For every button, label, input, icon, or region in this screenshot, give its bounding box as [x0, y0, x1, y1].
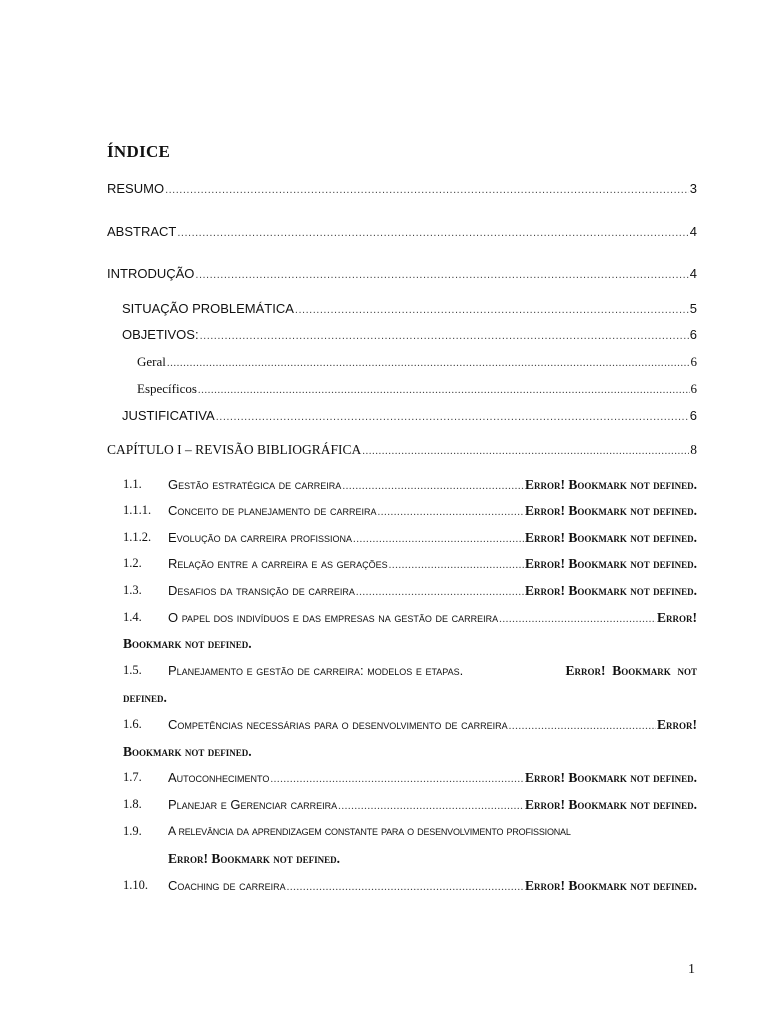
toc-entry-page: 8 [690, 442, 697, 457]
bookmark-error-text: Error! Bookmark not defined. [524, 583, 697, 598]
toc-section-1-6[interactable] [168, 717, 697, 733]
toc-section-1-7[interactable] [168, 770, 697, 786]
toc-entry-label: CAPÍTULO I – REVISÃO BIBLIOGRÁFICA [107, 442, 362, 457]
bookmark-error-continuation: Bookmark not defined. [123, 636, 252, 651]
toc-section-1-1-1[interactable] [168, 503, 697, 519]
bookmark-error-text: Error! Bookmark not defined. [524, 797, 697, 812]
bookmark-error-text: Error! Bookmark not defined. [524, 477, 697, 492]
bookmark-error-text: Error! [657, 717, 697, 732]
toc-entry-situacao-problematica[interactable] [122, 301, 697, 316]
bookmark-error-text: Error! [657, 610, 697, 625]
toc-entry-label: OBJETIVOS: [122, 327, 199, 342]
toc-leader-dots [356, 586, 524, 598]
toc-entry-resumo[interactable] [107, 181, 697, 196]
toc-entry-especificos[interactable] [137, 381, 697, 397]
bookmark-error-text: Error! Bookmark not defined. [524, 503, 697, 518]
toc-section-1-8[interactable] [168, 797, 697, 813]
toc-entry-abstract[interactable] [107, 224, 697, 239]
bookmark-error-continuation: Error! Bookmark not defined. [168, 851, 341, 866]
section-number: 1.9. [123, 824, 142, 838]
section-number: 1.2. [123, 556, 142, 570]
bookmark-error-text: Error! Bookmark not defined. [524, 530, 697, 545]
toc-entry-label: INTRODUÇÃO [107, 266, 195, 281]
toc-leader-dots [509, 720, 656, 732]
bookmark-error-text: Error! Bookmark not [565, 663, 697, 678]
toc-entry-page: 6 [689, 408, 697, 423]
toc-leader-dots [287, 881, 524, 893]
toc-entry-label: RESUMO [107, 181, 165, 196]
toc-entry-label: JUSTIFICATIVA [122, 408, 215, 423]
toc-section-1-1[interactable] [168, 477, 697, 493]
toc-entry-label: Específicos [137, 381, 197, 396]
toc-section-label: O papel dos indivíduos e das empresas na gestão de carreira [168, 610, 499, 625]
bookmark-error-text: Error! Bookmark not defined. [524, 878, 697, 893]
toc-leader-dots [216, 411, 689, 423]
section-number: 1.5. [123, 663, 142, 677]
toc-section-label: Coaching de carreira [168, 878, 286, 893]
section-number: 1.10. [123, 878, 148, 892]
bookmark-error-text: Error! Bookmark not defined. [524, 556, 697, 571]
section-number: 1.3. [123, 583, 142, 597]
toc-entry-capitulo-1[interactable] [107, 442, 697, 458]
toc-title: ÍNDICE [107, 142, 171, 161]
toc-section-1-5[interactable] [168, 663, 697, 679]
toc-leader-dots [200, 330, 689, 342]
toc-section-1-3[interactable] [168, 583, 697, 599]
toc-section-1-4[interactable] [168, 610, 697, 626]
section-number: 1.4. [123, 610, 142, 624]
toc-entry-justificativa[interactable] [122, 408, 697, 423]
toc-leader-dots [389, 559, 524, 571]
toc-entry-geral[interactable] [137, 354, 697, 370]
toc-entry-introducao[interactable] [107, 266, 697, 281]
toc-section-label: Gestão estratégica de carreira [168, 477, 342, 492]
toc-entry-label: SITUAÇÃO PROBLEMÁTICA [122, 301, 294, 316]
toc-section-1-10[interactable] [168, 878, 697, 894]
toc-entry-page: 6 [690, 381, 697, 396]
toc-section-label: A relevância da aprendizagem constante para o desenvolvimento profissional [168, 824, 571, 838]
toc-entry-page: 6 [690, 354, 697, 369]
toc-entry-page: 4 [689, 266, 697, 281]
toc-section-1-2[interactable] [168, 556, 697, 572]
toc-section-label: Relação entre a carreira e as gerações [168, 556, 388, 571]
bookmark-error-continuation: defined. [123, 690, 167, 705]
toc-section-label: Planejamento e gestão de carreira: modelos e etapas. [168, 663, 464, 678]
section-number: 1.7. [123, 770, 142, 784]
toc-section-label: Evolução da carreira profissiona [168, 530, 353, 545]
toc-entry-page: 4 [689, 224, 697, 239]
toc-section-label: Desafios da transição de carreira [168, 583, 355, 598]
toc-leader-dots [177, 227, 688, 239]
toc-leader-dots [195, 269, 688, 281]
section-number: 1.8. [123, 797, 142, 811]
toc-section-label: Planejar e Gerenciar carreira [168, 797, 338, 812]
toc-leader-dots [499, 613, 656, 625]
section-number: 1.1.2. [123, 530, 152, 544]
toc-leader-dots [378, 506, 524, 518]
bookmark-error-continuation: Bookmark not defined. [123, 744, 252, 759]
toc-entry-label: ABSTRACT [107, 224, 177, 239]
toc-entry-label: Geral [137, 354, 166, 369]
toc-leader-dots [270, 773, 524, 785]
toc-leader-dots [362, 445, 689, 457]
toc-entry-page: 5 [689, 301, 697, 316]
toc-leader-dots [165, 184, 689, 196]
toc-section-label: Autoconhecimento [168, 770, 270, 785]
toc-leader-dots [295, 304, 689, 316]
section-number: 1.1. [123, 477, 142, 491]
bookmark-error-text: Error! Bookmark not defined. [524, 770, 697, 785]
section-number: 1.1.1. [123, 503, 152, 517]
toc-leader-dots [342, 480, 524, 492]
toc-leader-dots [353, 533, 524, 545]
toc-section-label: Conceito de planejamento de carreira [168, 503, 377, 518]
toc-entry-page: 6 [689, 327, 697, 342]
toc-entry-objetivos[interactable] [122, 327, 697, 342]
toc-section-label: Competências necessárias para o desenvolvimento de carreira [168, 717, 508, 732]
toc-section-1-9[interactable] [168, 824, 697, 838]
toc-section-1-1-2[interactable] [168, 530, 697, 546]
toc-leader-dots [338, 800, 524, 812]
page-number: 1 [688, 962, 695, 977]
toc-leader-dots [198, 384, 690, 396]
section-number: 1.6. [123, 717, 142, 731]
toc-leader-dots [167, 357, 690, 369]
toc-entry-page: 3 [689, 181, 697, 196]
